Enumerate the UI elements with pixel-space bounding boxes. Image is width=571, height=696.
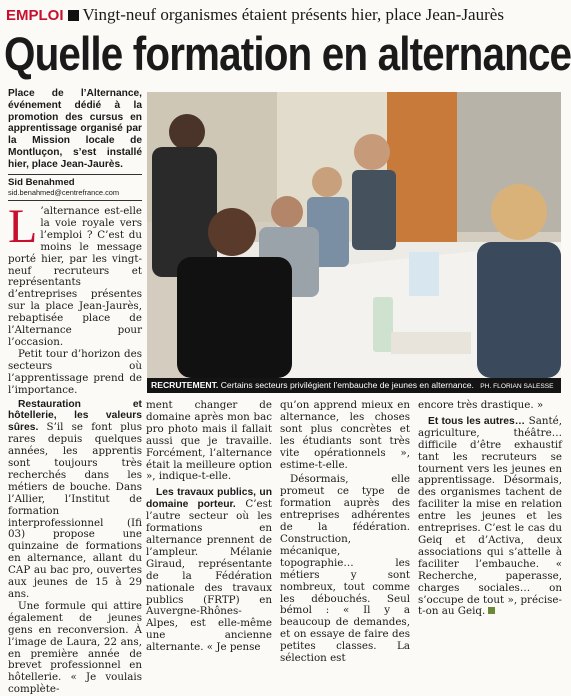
article-column-3 xyxy=(280,400,410,665)
author-name: Sid Benahmed xyxy=(8,177,75,188)
paragraph: C’est l’autre secteur où les formations en alternance prennent de l’ampleur. Mélanie Giraud, représentante de la Fédération nationale des travaux publics (FRTP) en Auvergne-Rhônes-Alpes, est elle-même une ancienne alternante. « Je pense xyxy=(146,498,272,654)
paragraph: Une formule qui attire également de jeunes gens en reconversion. À l’image de Laura, 22 ans, en première année de brevet professionnel en hôtellerie. « Je voulais complète- xyxy=(8,599,142,696)
photo-credit: PH. FLORIAN SALESSE xyxy=(480,383,554,390)
lede: Place de l’Alternance, événement dédié à la promotion des cursus en apprentissage organisé par la Mission locale de Montluçon, s’est installé hier, place Jean-Jaurès. xyxy=(8,88,142,170)
square-bullet-icon xyxy=(68,10,79,21)
byline xyxy=(8,174,142,201)
subheading: Et tous les autres… xyxy=(428,415,526,427)
drop-cap: L xyxy=(8,200,38,253)
photo-caption xyxy=(147,378,561,393)
end-mark-icon xyxy=(488,607,495,614)
paragraph: Petit tour d’horizon des secteurs où l’apprentissage prend de l’importance. xyxy=(8,347,142,396)
kicker xyxy=(6,4,562,26)
caption-text: Certains secteurs privilégient l’embauche de jeunes en alternance. xyxy=(220,380,474,390)
paragraph: qu’on apprend mieux en alternance, les choses sont plus concrètes et les étudiants sont très vite opérationnels », estime-t-elle. xyxy=(280,399,410,471)
deck: Vingt-neuf organismes étaient présents hier, place Jean-Jaurès xyxy=(82,5,504,24)
subheading: Les travaux publics, un domaine porteur. xyxy=(146,487,272,511)
article-photo xyxy=(147,92,561,378)
paragraph: Santé, agriculture, théâtre… difficile d’être exhaustif tant les recruteurs se tournent vers les jeunes en apprentissage. Désormais, des organismes tachent de faciliter la mise en relation entre les jeunes et les entreprises. C’est le cas du Geiq et d’Activa, deux associations qui s’attelle à faciliter l’embauche. « Recherche, paperasse, charges sociales… on s’occupe de tout », précise-t-on au Geiq. xyxy=(418,414,562,618)
author-email[interactable]: sid.benahmed@centrefrance.com xyxy=(8,188,120,197)
paragraph: S’il se font plus rares depuis quelques années, les apprentis sont toujours très recherchés dans les métiers de bouche. Dans l’Allier, l’Institut de formation interprofessionnel (Ifi 03) propose une quinzaine de formations en alternance, allant du CAP au bac pro, ouvertes aux jeunes de 15 à 29 ans. xyxy=(8,421,142,600)
article-column-2 xyxy=(146,400,272,654)
article-column-1 xyxy=(8,200,142,696)
section-label: EMPLOI xyxy=(6,7,64,24)
subheading: Restauration et hôtellerie, les valeurs sûres. xyxy=(8,398,142,434)
headline: Quelle formation en alternance xyxy=(4,27,571,80)
paragraph: ment changer de domaine après mon bac pro photo mais il fallait aussi que je travaille. Forcément, l’alternance était la meilleure option », indique-t-elle. xyxy=(146,399,272,483)
caption-label: RECRUTEMENT. xyxy=(151,380,219,390)
article-column-4 xyxy=(418,400,562,618)
paragraph: encore très drastique. » xyxy=(418,399,544,411)
paragraph: Désormais, elle promeut ce type de formation auprès des entreprises adhérentes de la fédération. Construction, mécanique, topographie… les métiers y sont nombreux, tout comme les débouchés. Seul bémol : « Il y a beaucoup de demandes, et on essaye de faire des petites classes. La sélection est xyxy=(280,473,410,665)
paragraph: ’alternance est-elle la voie royale vers l’emploi ? C’est du moins le message porté hier, par les vingt-neuf recruteurs et représentants d’entreprises présentes sur la place Jean-Jaurès, rebaptisée place de l’Alternance pour l’occasion. xyxy=(8,205,142,348)
